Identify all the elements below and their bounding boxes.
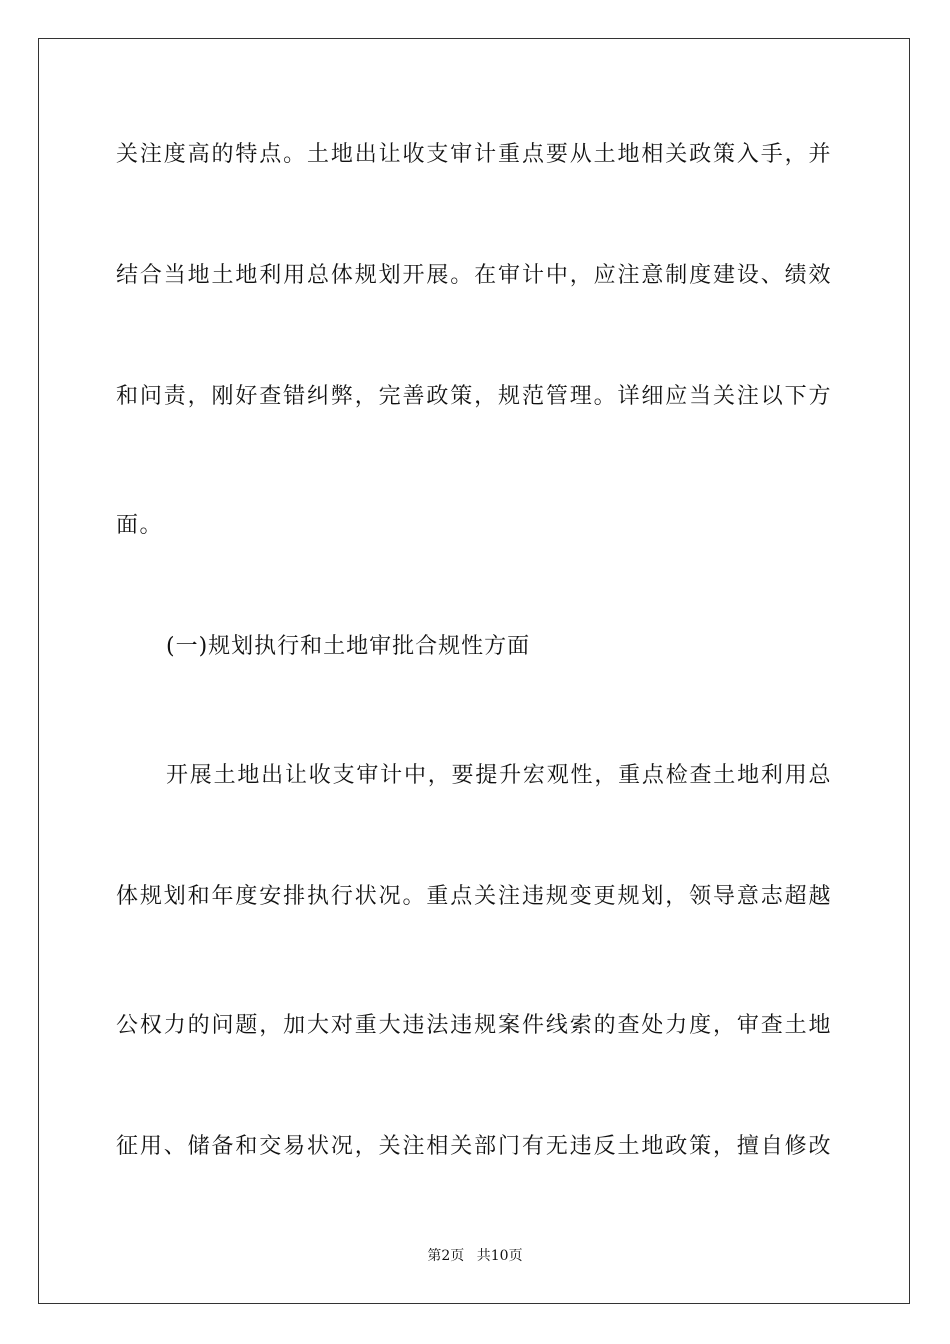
body-line-6: 开展土地出让收支审计中，要提升宏观性，重点检查土地利用总 (166, 763, 832, 788)
page-total: 共10页 (476, 1248, 523, 1264)
body-line-1: 关注度高的特点。土地出让收支审计重点要从土地相关政策入手，并 (116, 142, 832, 167)
body-line-8: 公权力的问题，加大对重大违法违规案件线索的查处力度，审查土地 (116, 1013, 832, 1038)
page-border (38, 38, 910, 1304)
page-footer (0, 1247, 950, 1265)
page-number: 第2页 (427, 1248, 465, 1264)
section-heading: (一)规划执行和土地审批合规性方面 (166, 634, 531, 659)
body-line-7: 体规划和年度安排执行状况。重点关注违规变更规划，领导意志超越 (116, 884, 832, 909)
body-line-9: 征用、储备和交易状况，关注相关部门有无违反土地政策，擅自修改 (116, 1134, 832, 1159)
body-line-2: 结合当地土地利用总体规划开展。在审计中，应注意制度建设、绩效 (116, 263, 832, 288)
body-line-4: 面。 (116, 513, 164, 538)
body-line-3: 和问责，刚好查错纠弊，完善政策，规范管理。详细应当关注以下方 (116, 384, 832, 409)
